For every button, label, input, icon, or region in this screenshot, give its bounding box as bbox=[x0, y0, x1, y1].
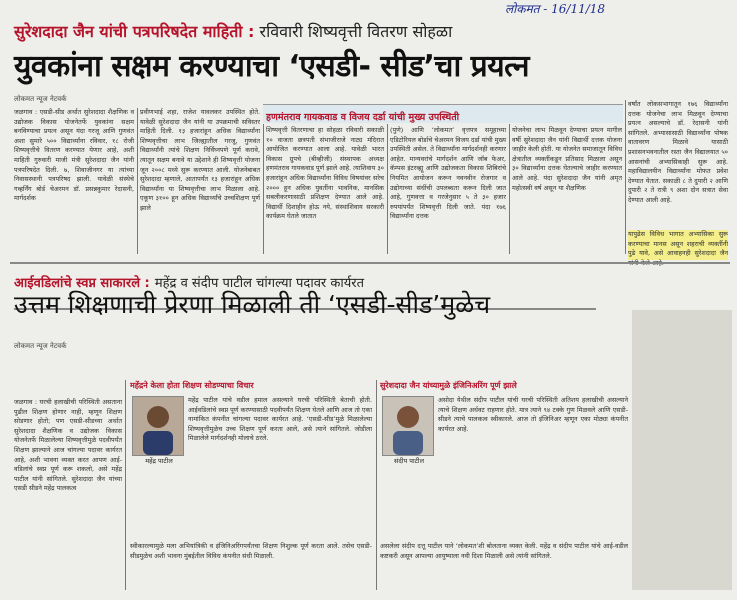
photo-caption-2: संदीप पाटील bbox=[393, 457, 425, 465]
story1-kicker-red: सुरेशदादा जैन यांची पत्रपरिषदेत माहिती : bbox=[14, 22, 255, 41]
story2-headline: उत्तम शिक्षणाची प्रेरणा मिळाली ती ‘एसडी-सीड’मुळेच bbox=[14, 290, 491, 319]
story1-byline: लोकमत न्यूज नेटवर्क bbox=[14, 95, 67, 103]
story1-column-3: शिष्यवृत्ती वितरणाचा हा सोहळा रविवारी सकाळी १० वाजता छत्रपती संभाजीराजे नाट्य मंदिरात आयोजित करण्यात आला आहे. यावेळी भारत विकास ग्रुपचे (बीव्हीजी) संस्थापक अध्यक्ष हणमंतराव गायकवाड पूर्ण झाले आहे. त्याशिवाय ३० हजारांहून अधिक विद्यार्थ्यांना विविध विषयांवर सरेच २००० हून अधिक युवतींना भावनिक, मानसिक सबलीकरणासाठी प्रशिक्षण देण्यात आले आहे. विद्यार्थी दिशाहीन होऊ नये, संस्थांशिवाय सरकारी कार्यक्रम घेतले जातात bbox=[266, 126, 384, 221]
story2-subtext-1b: स्वीकारल्यामुळे मला अभियांत्रिकी व इंजिनिअरिंगपर्यंतचा शिक्षण निशुल्क पूर्ण करता आले. तसेच एसडी-सीडमुळेच अशी भावना मुंबईतील विविध कंपनीत संधी मिळाली. bbox=[130, 542, 372, 560]
story1-column-5: योजनेचा लाभ मिळवून देण्याचा प्रयत्न मागील वर्षी सुरेशदादा जैन यांनी विद्यार्थी दत्तक योजना जाहीर केली होती. या योजनेत समाजातून विविध क्षेत्रातील व्यक्तींकडून प्रतिसाद मिळाला असून ३० विद्यार्थ्यांना दत्तक घेतल्याचे जाहीर करण्यात आले आहे. यंदा सुरेशदादा जैन यांनी अमृत महोत्सवी वर्ष असून या शैक्षणिक bbox=[512, 126, 622, 192]
story1-column-4: (पुणे) आणि ‘लोकमत’ वृत्तपत्र समूहाच्या एडिटोरियल बोर्डाचे चेअरमन विजय दर्डा यांची मुख्य उपस्थिती असेल. ते विद्यार्थ्यांना मार्गदर्शनही करणार आहेत. मान्यवरांचे मार्गदर्शन आणि जॉब फेअर, कॅम्पस इंटरव्ह्यू आणि उद्योजकता विकास शिबिरांचे नियमित आयोजन करून नवनवीन रोजगार व उद्योगाच्या संधींची उपलब्धता करून दिली जात आहे, गुणवत्ता व गरजेनुसार ५ ते ३० हजार रुपयांपर्यंत शिष्यवृत्ती दिली जाते. यंदा १७६ विद्यार्थ्यांना दत्तक bbox=[390, 126, 506, 221]
story1-highlight-bar bbox=[263, 104, 623, 123]
story2-byline: लोकमत न्यूज नेटवर्क bbox=[14, 342, 67, 350]
story2-subtext-2: असोदा येथील संदीप पाटील यांची घरची परिस्थिती अतिशय हलाखीची असल्याने त्याचे शिक्षण अर्धवट राहणार होते. मात्र त्याने ९४ टक्के गुण मिळवले आणि एसडी-सीडने त्याचे पालकत्व स्वीकारले. आज तो इंजिनिअर म्हणून एका मोठ्या कंपनीत कार्यरत आहे. bbox=[438, 396, 628, 433]
mahendra-patil-photo bbox=[132, 396, 184, 456]
column-rule bbox=[509, 124, 510, 254]
portrait-icon bbox=[383, 397, 433, 455]
story1-headline: युवकांना सक्षम करण्याचा ‘एसडी- सीड’चा प्रयत्न bbox=[14, 49, 529, 84]
column-rule bbox=[376, 380, 377, 590]
portrait-icon bbox=[133, 397, 183, 455]
story2-column-1: जळगाव : घरची हलाखीची परिस्थिती असताना पुढील शिक्षण होणार नाही, म्हणून शिक्षण सोडणार होतो; पण एसडी-सीडच्या अर्थात सुरेशदादा शैक्षणिक व उद्योजक विकास योजनेतर्फे मिळालेल्या शिष्यवृत्तीमुळे पदवीपर्यंत शिक्षण झाल्याने आज चांगल्या पदावर कार्यरत आहे, अशी भावना व्यक्त करत आपण आई-वडिलांचे स्वप्न पूर्ण करू शकलो, असे महेंद्र पाटील यांनी सांगितले. सुरेशदादा जैन यांच्या एसडी सीडने महेंद्र पालकत्व bbox=[14, 398, 122, 493]
story2-kicker-black: महेंद्र व संदीप पाटील चांगल्या पदावर कार्यरत bbox=[154, 276, 364, 291]
story1-column-1: जळगाव : एसडी-सीड अर्थात सुरेशदादा शैक्षणिक व उद्योजक विकास योजनेतर्फे युवकांना सक्षम बनविण्याचा प्रयत्न असून यंदा गरजू आणि गुणवंत अशा सुमारे ५०० विद्यार्थ्यांना रविवार, १८ रोजी शिष्यवृत्तीचे वितरण करण्यात येणार आहे, अशी माहिती गुरुवारी माजी मंत्री सुरेशदादा जैन यांनी पत्रपरिषदेत दिली. ७, शिवाजीनगर या त्यांच्या निवासस्थानी पत्रपरिषद झाली. यावेळी संस्थेचे गव्हर्निंग बोर्ड चेअरमन डॉ. प्रसन्नकुमार रेदासनी, मार्गदर्शक bbox=[14, 108, 134, 203]
column-rule bbox=[137, 108, 138, 254]
story2-subhead-1: महेंद्रने केला होता शिक्षण सोडण्याचा विचार bbox=[130, 381, 254, 390]
story1-column-2: प्रवीणभाई शहा, राजेश यावलकर उपस्थित होते. यावेळी सुरेशदादा जैन यांनी या उपक्रमाची सविस्तर माहिती दिली. १३ हजारांहून अधिक विद्यार्थ्यांना शिष्यवृत्तीचा लाभ जिल्ह्यातील गरजू, गुणवंत विद्यार्थ्यांनी त्यांचे शिक्षण निर्विघ्नपणे पूर्ण करावे, त्यातून सक्षम बनावे या उद्देशाने ही शिष्यवृत्ती योजना जून २००८ मध्ये सुरू करण्यात आली. योजनेबाबत सुरेशदादा म्हणाले, आतापर्यंत १३ हजारांहून अधिक विद्यार्थ्यांना या शिष्यवृत्तीचा लाभ मिळाला आहे. एकूण ३१०० हून अधिक विद्यार्थ्यांचे उच्चशिक्षण पूर्ण झाले bbox=[140, 108, 260, 212]
story1-kicker-black: रविवारी शिष्यवृत्ती वितरण सोहळा bbox=[259, 22, 453, 41]
sandeep-patil-photo bbox=[382, 396, 434, 456]
column-rule bbox=[387, 124, 388, 254]
story-divider bbox=[10, 262, 730, 264]
column-rule bbox=[625, 100, 626, 254]
story1-kicker bbox=[14, 20, 724, 44]
column-rule bbox=[125, 380, 126, 590]
story2-kicker-red: आईवडिलांचे स्वप्न साकारले : bbox=[14, 276, 150, 291]
story2-subhead-2: सुरेशदादा जैन यांच्यामुळे इंजिनिअरिंग पूर्ण झाले bbox=[380, 381, 517, 390]
photo-caption-1: महेंद्र पाटील bbox=[145, 457, 173, 465]
story1-column-6: वर्षांत लोकसभागातून १७६ विद्यार्थ्यांना दत्तक योजनेचा लाभ मिळवून देण्याचा प्रयत्न असल्याचे डॉ. रेदासनी यांनी सांगितले. अभ्यासासाठी विद्यार्थ्यांना पोषक वातावरण मिळावे यासाठी प्रशासनभवनातील रस्ता जैन विद्यालयात ५० आसनांची अभ्यासिकाही सुरू आहे. महाविद्यालयीन विद्यार्थ्यांना मोफत प्रवेश देण्यात येतात. सकाळी ८ ते दुपारी २ आणि दुपारी २ ते रात्री ९ अशा दोन सत्रात सेवा देण्यात आली आहे. bbox=[628, 100, 728, 204]
story1-highlighted-text: यापुढेस विविध भागात अभ्यासिका सुरू करण्याचा मानस असून शहराची व्यक्तींनी पुढे यावे, असे आवाहनही सुरेशदादा जैन bbox=[628, 230, 728, 260]
story1-highlight: हणमंतराव गायकवाड व विजय दर्डा यांची मुख्य उपस्थिती bbox=[266, 112, 460, 123]
column-rule bbox=[263, 124, 264, 254]
story2-subtext-2b: असलेला संदीप दत्तू पाटील याने ‘लोकमत’शी बोलताना व्यक्त केली. महेंद्र व संदीप पाटील यांचे आई-वडील कष्टकरी असून आपल्या आयुष्याला नवी दिशा मिळाली असे त्यांनी सांगितले. bbox=[380, 542, 628, 560]
story2-subtext-1: महेंद्र पाटील यांचे वडील हमाल असल्याने घरची परिस्थिती बेताची होती. आईवडिलांचे स्वप्न पूर्ण करण्यासाठी पदवीपर्यंत शिक्षण घेतले आणि आज तो एका नामांकित कंपनीत चांगल्या पदावर कार्यरत आहे. ‘एसडी-सीड’मुळे मिळालेल्या शिष्यवृत्तीमुळेच उच्च शिक्षण पूर्ण करता आले, असे त्याने सांगितले. जोडीला मिळालेले मार्गदर्शनही मोलाचे ठरले. bbox=[188, 396, 372, 443]
adjacent-page-margin bbox=[632, 310, 732, 590]
handwritten-date-note: लोकमत - 16/11/18 bbox=[505, 2, 606, 16]
